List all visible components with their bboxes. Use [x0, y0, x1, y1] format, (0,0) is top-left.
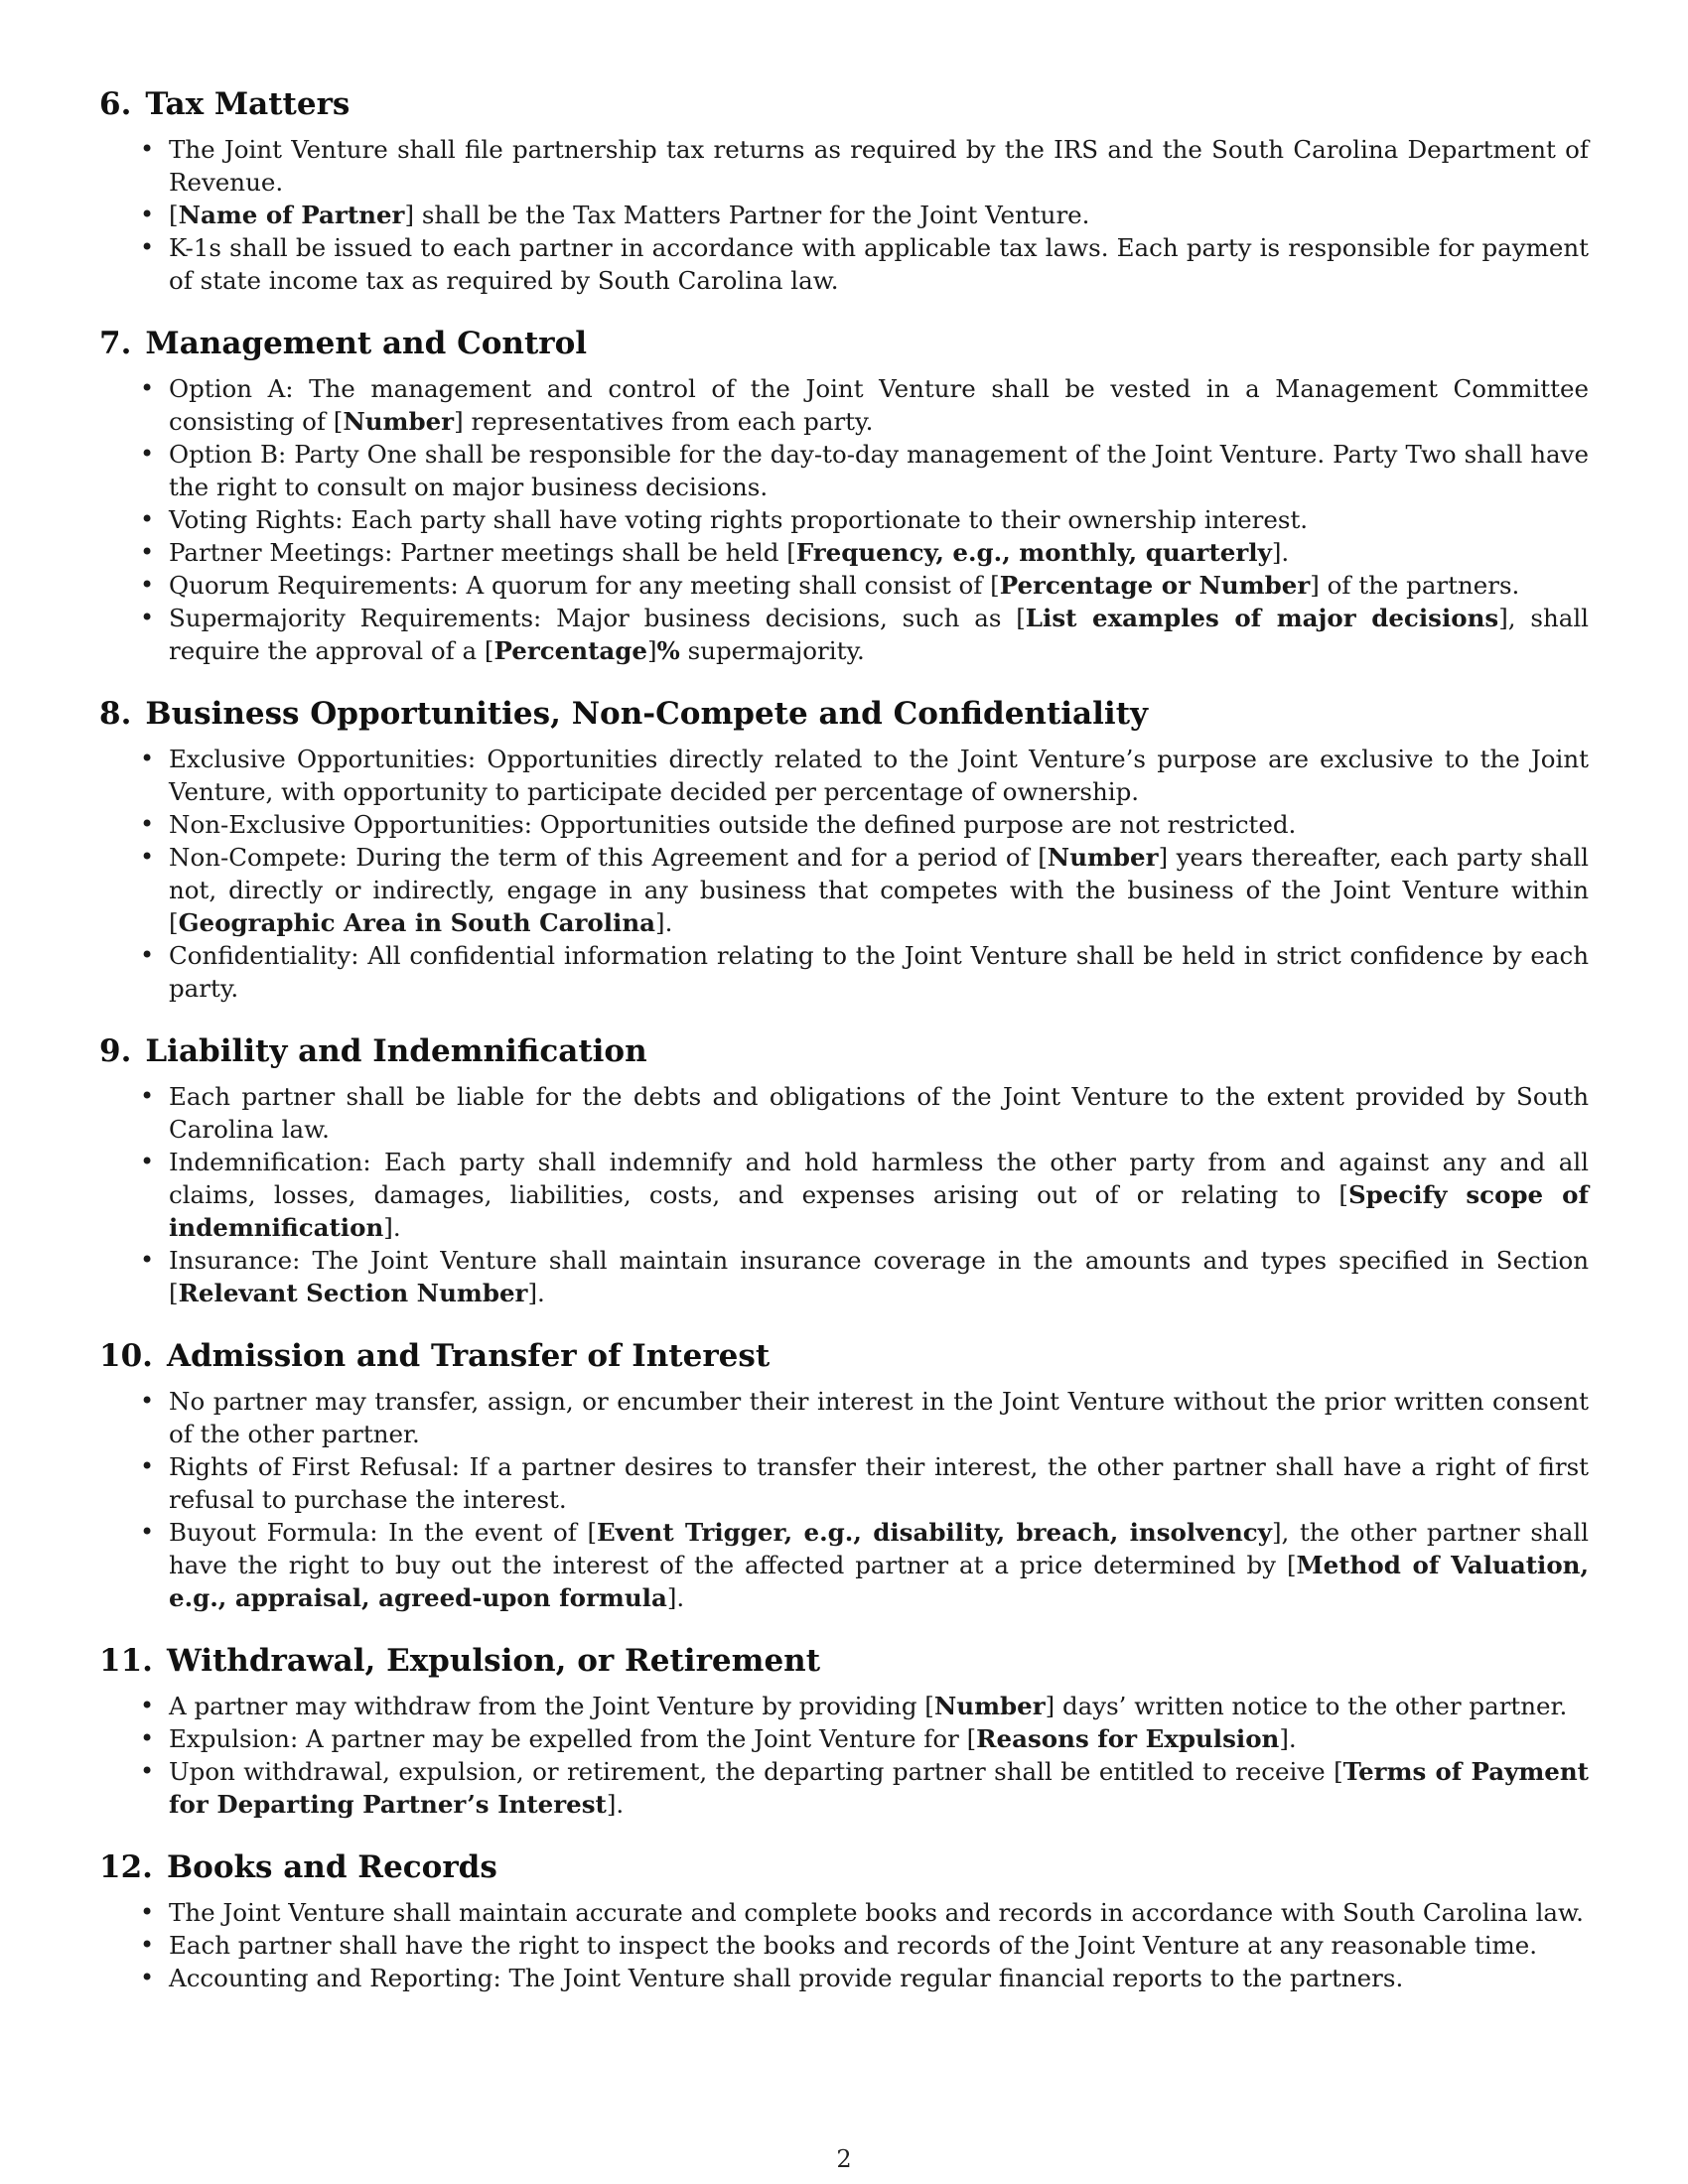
- section-heading: [99, 1335, 1589, 1377]
- list-item: [99, 438, 1589, 503]
- placeholder-field: Geographic Area in South Carolina: [178, 908, 656, 937]
- text-run: ].: [383, 1213, 401, 1242]
- bullet-list: [99, 1690, 1589, 1821]
- list-item: [99, 536, 1589, 569]
- list-item: [99, 939, 1589, 1005]
- text-run: ].: [655, 908, 673, 937]
- text-run: ].: [1271, 538, 1290, 567]
- text-run: Rights of First Refusal: If a partner desires to transfer their interest, the other partner shall have a right of first refusal to purchase the interest.: [169, 1452, 1589, 1514]
- section-title: Liability and Indemnification: [145, 1033, 647, 1069]
- text-run: A partner may withdraw from the Joint Venture by providing [: [169, 1692, 934, 1720]
- section-heading: [99, 1640, 1589, 1682]
- section-8: [99, 693, 1589, 1005]
- list-item: [99, 1385, 1589, 1450]
- text-run: ].: [606, 1790, 625, 1819]
- list-item: [99, 1516, 1589, 1614]
- text-run: ].: [666, 1583, 685, 1612]
- bullet-list: [99, 1896, 1589, 1994]
- list-item: [99, 372, 1589, 438]
- text-run: Each partner shall be liable for the debts and obligations of the Joint Venture to the extent provided by South Carolina law.: [169, 1082, 1589, 1144]
- text-run: [: [169, 201, 179, 229]
- list-item: [99, 1690, 1589, 1722]
- list-item: [99, 743, 1589, 808]
- list-item: [99, 602, 1589, 667]
- section-number: 7.: [99, 326, 132, 361]
- section-heading: [99, 1030, 1589, 1072]
- text-run: ] shall be the Tax Matters Partner for the Joint Venture.: [404, 201, 1090, 229]
- text-run: The Joint Venture shall maintain accurate and complete books and records in accordance with South Carolina law.: [169, 1898, 1584, 1927]
- placeholder-field: Percentage: [493, 636, 647, 665]
- text-run: Expulsion: A partner may be expelled from the Joint Venture for [: [169, 1724, 977, 1753]
- list-item: [99, 503, 1589, 536]
- document-page: [99, 83, 1589, 2020]
- text-run: Confidentiality: All confidential information relating to the Joint Venture shall be held in strict confidence by each party.: [169, 941, 1589, 1003]
- section-number: 8.: [99, 696, 132, 732]
- section-9: [99, 1030, 1589, 1309]
- list-item: [99, 1244, 1589, 1309]
- text-run: ]: [646, 636, 657, 665]
- section-heading: [99, 83, 1589, 125]
- placeholder-field: Frequency, e.g., monthly, quarterly: [795, 538, 1272, 567]
- text-run: ], the other partner shall have the right to buy out the interest of the affected partner at a price determined by [: [169, 1518, 1589, 1579]
- section-title: Tax Matters: [145, 86, 351, 122]
- section-number: 12.: [99, 1849, 153, 1885]
- list-item: [99, 1896, 1589, 1929]
- text-run: Buyout Formula: In the event of [: [169, 1518, 598, 1547]
- text-run: Voting Rights: Each party shall have voting rights proportionate to their ownership interest.: [169, 505, 1309, 534]
- section-title: Admission and Transfer of Interest: [166, 1338, 771, 1374]
- text-run: K-1s shall be issued to each partner in accordance with applicable tax laws. Each party is responsible for payment of state income tax as required by South Carolina law.: [169, 233, 1589, 295]
- text-run: supermajority.: [679, 636, 865, 665]
- placeholder-field: Number: [933, 1692, 1046, 1720]
- list-item: [99, 1929, 1589, 1962]
- placeholder-field: Specify scope of indemnification: [169, 1180, 1589, 1242]
- text-run: ], shall require the approval of a [: [169, 604, 1589, 665]
- text-run: The Joint Venture shall file partnership tax returns as required by the IRS and the South Carolina Department of Revenue.: [169, 135, 1589, 197]
- section-number: 6.: [99, 86, 132, 122]
- text-run: Exclusive Opportunities: Opportunities directly related to the Joint Venture’s purpose are exclusive to the Joint Venture, with opportunity to participate decided per percentage of ownership.: [169, 745, 1589, 806]
- bullet-list: [99, 1080, 1589, 1309]
- list-item: [99, 1962, 1589, 1994]
- text-run: Each partner shall have the right to inspect the books and records of the Joint Venture at any reasonable time.: [169, 1931, 1538, 1960]
- text-run: Quorum Requirements: A quorum for any meeting shall consist of [: [169, 571, 1000, 600]
- list-item: [99, 1080, 1589, 1146]
- text-run: Supermajority Requirements: Major business decisions, such as [: [169, 604, 1026, 632]
- text-run: ] years thereafter, each party shall not, directly or indirectly, engage in any business that competes with the business of the Joint Venture within [: [169, 843, 1589, 937]
- bullet-list: [99, 133, 1589, 297]
- list-item: [99, 1722, 1589, 1755]
- text-run: Accounting and Reporting: The Joint Venture shall provide regular financial reports to the partners.: [169, 1964, 1404, 1992]
- bullet-list: [99, 372, 1589, 667]
- section-heading: [99, 693, 1589, 735]
- placeholder-field: Number: [343, 407, 455, 436]
- placeholder-field: Method of Valuation, e.g., appraisal, agreed-upon formula: [169, 1551, 1589, 1612]
- placeholder-field: Reasons for Expulsion: [976, 1724, 1280, 1753]
- section-number: 11.: [99, 1643, 153, 1679]
- placeholder-field: %: [656, 636, 680, 665]
- text-run: ].: [1279, 1724, 1297, 1753]
- placeholder-field: Name of Partner: [178, 201, 405, 229]
- section-number: 9.: [99, 1033, 132, 1069]
- bullet-list: [99, 1385, 1589, 1614]
- section-7: [99, 323, 1589, 667]
- text-run: Upon withdrawal, expulsion, or retirement, the departing partner shall be entitled to receive [: [169, 1757, 1343, 1786]
- list-item: [99, 1755, 1589, 1821]
- text-run: ] days’ written notice to the other partner.: [1045, 1692, 1568, 1720]
- list-item: [99, 569, 1589, 602]
- text-run: ].: [527, 1279, 545, 1307]
- list-item: [99, 808, 1589, 841]
- text-run: Non-Compete: During the term of this Agreement and for a period of [: [169, 843, 1048, 872]
- list-item: [99, 133, 1589, 199]
- list-item: [99, 231, 1589, 297]
- text-run: Partner Meetings: Partner meetings shall be held [: [169, 538, 796, 567]
- section-10: [99, 1335, 1589, 1614]
- text-run: Indemnification: Each party shall indemnify and hold harmless the other party from and against any and all claims, losses, damages, liabilities, costs, and expenses arising out of or relating to [: [169, 1148, 1589, 1209]
- page-number: 2: [836, 2145, 852, 2173]
- text-run: ] of the partners.: [1310, 571, 1520, 600]
- text-run: ] representatives from each party.: [454, 407, 874, 436]
- placeholder-field: Number: [1047, 843, 1159, 872]
- list-item: [99, 841, 1589, 939]
- list-item: [99, 199, 1589, 231]
- section-heading: [99, 323, 1589, 364]
- bullet-list: [99, 743, 1589, 1005]
- text-run: Option A: The management and control of the Joint Venture shall be vested in a Management Committee consisting of [: [169, 374, 1589, 436]
- section-title: Business Opportunities, Non-Compete and Confidentiality: [145, 696, 1149, 732]
- placeholder-field: Relevant Section Number: [178, 1279, 528, 1307]
- text-run: Option B: Party One shall be responsible for the day-to-day management of the Joint Venture. Party Two shall have the right to consult on major business decisions.: [169, 440, 1589, 501]
- placeholder-field: Event Trigger, e.g., disability, breach, insolvency: [597, 1518, 1272, 1547]
- placeholder-field: List examples of major decisions: [1025, 604, 1499, 632]
- placeholder-field: Percentage or Number: [999, 571, 1311, 600]
- section-11: [99, 1640, 1589, 1821]
- text-run: No partner may transfer, assign, or encumber their interest in the Joint Venture without the prior written consent of the other partner.: [169, 1387, 1589, 1448]
- placeholder-field: Terms of Payment for Departing Partner’s Interest: [169, 1757, 1590, 1819]
- section-title: Books and Records: [166, 1849, 497, 1885]
- text-run: Insurance: The Joint Venture shall maintain insurance coverage in the amounts and types specified in Section [: [169, 1246, 1589, 1307]
- section-title: Management and Control: [145, 326, 588, 361]
- list-item: [99, 1450, 1589, 1516]
- section-12: [99, 1846, 1589, 1994]
- section-6: [99, 83, 1589, 297]
- list-item: [99, 1146, 1589, 1244]
- text-run: Non-Exclusive Opportunities: Opportunities outside the defined purpose are not restricted.: [169, 810, 1297, 839]
- section-title: Withdrawal, Expulsion, or Retirement: [166, 1643, 821, 1679]
- section-heading: [99, 1846, 1589, 1888]
- section-number: 10.: [99, 1338, 153, 1374]
